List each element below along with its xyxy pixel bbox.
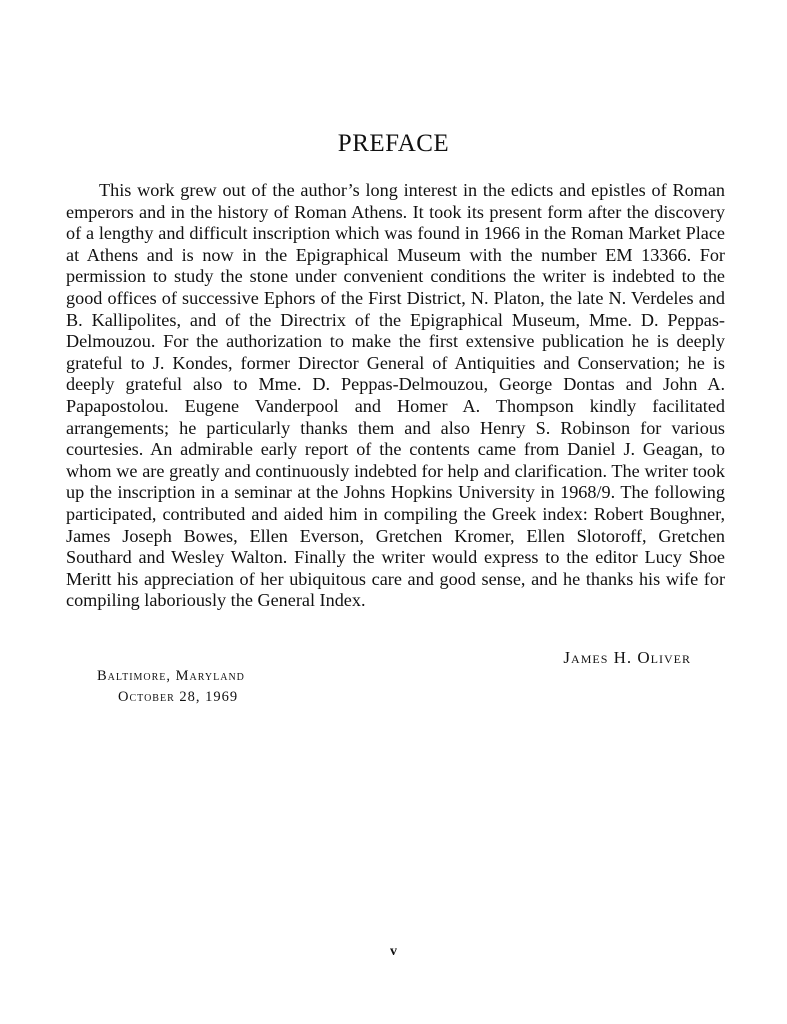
date-line: October 28, 1969 (118, 689, 239, 705)
author-signature: James H. Oliver (563, 648, 691, 667)
place-line: Baltimore, Maryland (97, 668, 245, 684)
page-title: PREFACE (337, 130, 450, 157)
preface-paragraph: This work grew out of the author’s long interest in the edicts and epistles of Roman emperors and in the history of Roman Athens. It took its present form after the discovery of a lengthy and difficult inscription which was found in 1966 in the Roman Market Place at Athens and is now in the Epigraphical Museum with the number EM 13366. For permission to study the stone under convenient conditions the writer is indebted to the good offices of successive Ephors of the First District, N. Platon, the late N. Verdeles and B. Kallipolites, and of the Directrix of the Epigraphical Museum, Mme. D. Peppas-Delmouzou. For the authorization to make the first extensive publication he is deeply grateful to J. Kondes, former Director General of Antiquities and Conservation; he is deeply grateful also to Mme. D. Peppas-Delmouzou, George Dontas and John A. Papapostolou. Eugene Vanderpool and Homer A. Thompson kindly facilitated arrangements; he particularly thanks them and also Henry S. Robinson for various courtesies. An admirable early report of the contents came from Daniel J. Geagan, to whom we are greatly and continuously indebted for help and clarification. The writer took up the inscription in a seminar at the Johns Hopkins University in 1968/9. The following participated, contributed and aided him in compiling the Greek index: Robert Boughner, James Joseph Bowes, Ellen Everson, Gretchen Kromer, Ellen Slotoroff, Gretchen Southard and Wesley Walton. Finally the writer would express to the editor Lucy Shoe Meritt his appreciation of her ubiquitous care and good sense, and he thanks his wife for compiling laboriously the General Index. (66, 180, 725, 611)
page-number: v (390, 944, 397, 959)
